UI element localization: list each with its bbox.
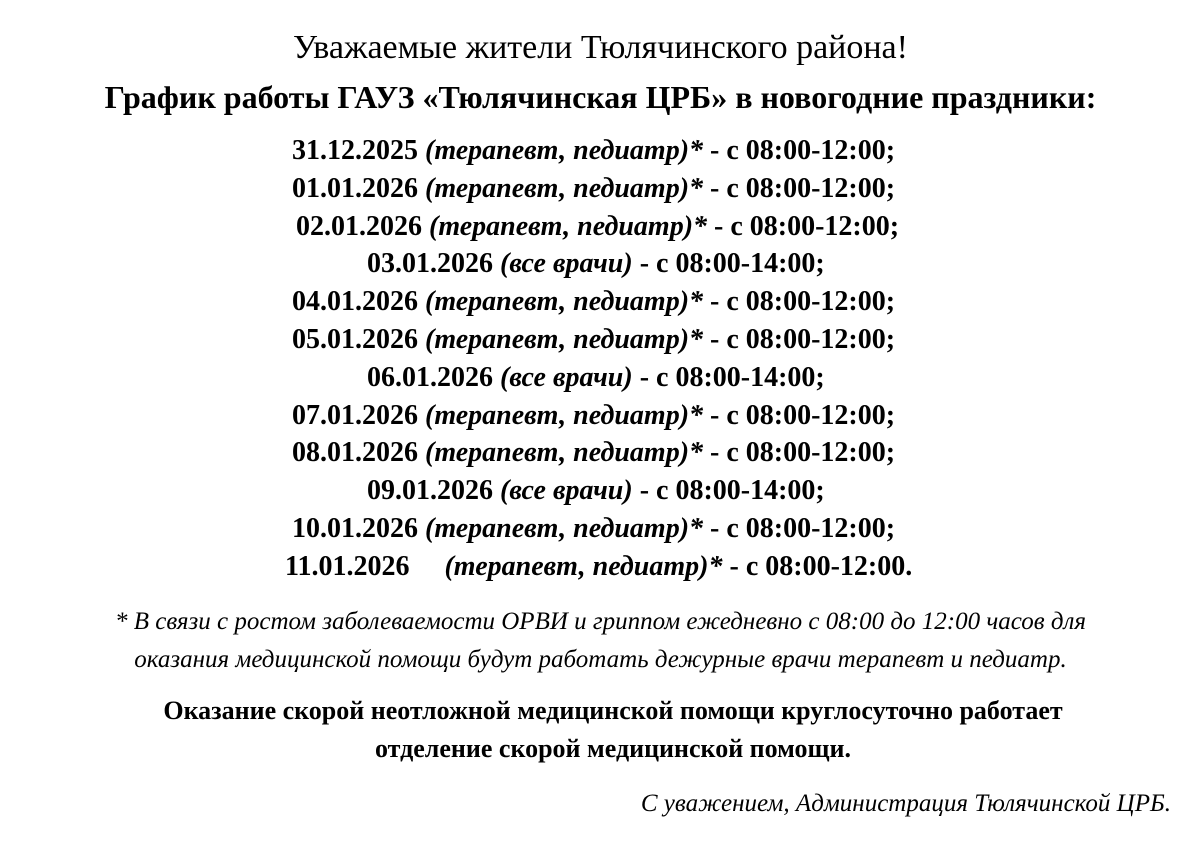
schedule-gap [418,324,425,355]
schedule-date: 31.12.2025 [292,135,418,166]
schedule-list [0,132,1201,586]
schedule-row [0,472,1201,510]
schedule-date: 10.01.2026 [292,512,418,544]
footnote [0,603,1201,679]
schedule-hours: - с 08:00-12:00; [703,399,896,431]
schedule-hours: - с 08:00-14:00; [632,475,825,507]
ambulance-notice [0,692,1201,768]
schedule-row [0,548,1201,586]
schedule-doctors: (все врачи) [500,475,633,507]
schedule-gap [418,400,425,431]
schedule-row [0,321,1201,359]
schedule-doctors: (терапевт, педиатр)* [425,135,704,166]
schedule-date: 08.01.2026 [292,437,418,469]
schedule-date: 06.01.2026 [367,361,493,393]
schedule-row-text [367,245,825,283]
schedule-row-text [292,510,895,548]
schedule-gap [418,135,425,166]
schedule-row [0,132,1201,170]
schedule-hours: - с 08:00-12:00; [703,437,896,469]
schedule-row-text [296,208,899,246]
schedule-gap [409,551,444,582]
schedule-hours: - с 08:00-12:00; [703,512,896,544]
schedule-gap [422,211,429,242]
schedule-doctors: (терапевт, педиатр)* [425,323,704,355]
schedule-date: 02.01.2026 [296,210,422,242]
schedule-date: 09.01.2026 [367,475,493,507]
schedule-doctors: (все врачи) [500,361,633,393]
ambulance-line-2: отделение скорой медицинской помощи. [375,734,851,763]
ambulance-line-1: Оказание скорой неотложной медицинской помощи круглосуточно работает [163,696,1063,725]
schedule-row-text [292,132,895,170]
schedule-date: 05.01.2026 [292,323,418,355]
schedule-hours: - с 08:00-12:00; [703,135,896,166]
schedule-row-text [285,548,912,586]
schedule-row [0,359,1201,397]
schedule-doctors: (терапевт, педиатр)* [444,550,723,582]
schedule-date: 03.01.2026 [367,248,493,280]
schedule-doctors: (терапевт, педиатр)* [425,437,704,469]
schedule-date: 11.01.2026 [285,550,410,582]
schedule-row [0,510,1201,548]
schedule-doctors: (терапевт, педиатр)* [425,512,704,544]
schedule-row [0,170,1201,208]
schedule-row-text [292,321,895,359]
schedule-hours: - с 08:00-14:00; [632,361,825,393]
schedule-date: 01.01.2026 [292,172,418,204]
schedule-doctors: (терапевт, педиатр)* [425,399,704,431]
schedule-row [0,283,1201,321]
footnote-line-1: * В связи с ростом заболеваемости ОРВИ и гриппом ежедневно с 08:00 до 12:00 часов для [114,608,1086,635]
schedule-row-text [367,359,825,397]
schedule-row-text [292,170,895,208]
schedule-doctors: (терапевт, педиатр)* [425,286,704,318]
schedule-gap [493,362,500,393]
schedule-hours: - с 08:00-14:00; [632,248,825,280]
schedule-title: График работы ГАУЗ «Тюлячинская ЦРБ» в новогодние праздники: [104,79,1097,115]
schedule-gap [418,437,425,468]
schedule-gap [493,248,500,279]
schedule-row-text [292,397,895,435]
schedule-gap [418,513,425,544]
schedule-gap [493,475,500,506]
schedule-hours: - с 08:00-12:00. [722,550,913,582]
schedule-row [0,434,1201,472]
schedule-gap [418,173,425,204]
schedule-hours: - с 08:00-12:00; [703,286,896,318]
schedule-doctors: (терапевт, педиатр)* [429,210,708,242]
schedule-hours: - с 08:00-12:00; [703,172,896,204]
schedule-gap [418,286,425,317]
schedule-hours: - с 08:00-12:00; [707,210,900,242]
signature: С уважением, Администрация Тюлячинской ЦРБ. [640,790,1171,817]
schedule-doctors: (терапевт, педиатр)* [425,172,704,204]
schedule-doctors: (все врачи) [500,248,633,280]
footnote-line-2: оказания медицинской помощи будут работать дежурные врачи терапевт и педиатр. [134,646,1067,673]
schedule-row-text [292,434,895,472]
schedule-row [0,397,1201,435]
schedule-date: 07.01.2026 [292,399,418,431]
schedule-row [0,208,1201,246]
schedule-date: 04.01.2026 [292,286,418,318]
greeting-heading: Уважаемые жители Тюлячинского района! [293,29,908,66]
schedule-row-text [292,283,895,321]
schedule-row [0,245,1201,283]
schedule-row-text [367,472,825,510]
schedule-hours: - с 08:00-12:00; [703,323,896,355]
